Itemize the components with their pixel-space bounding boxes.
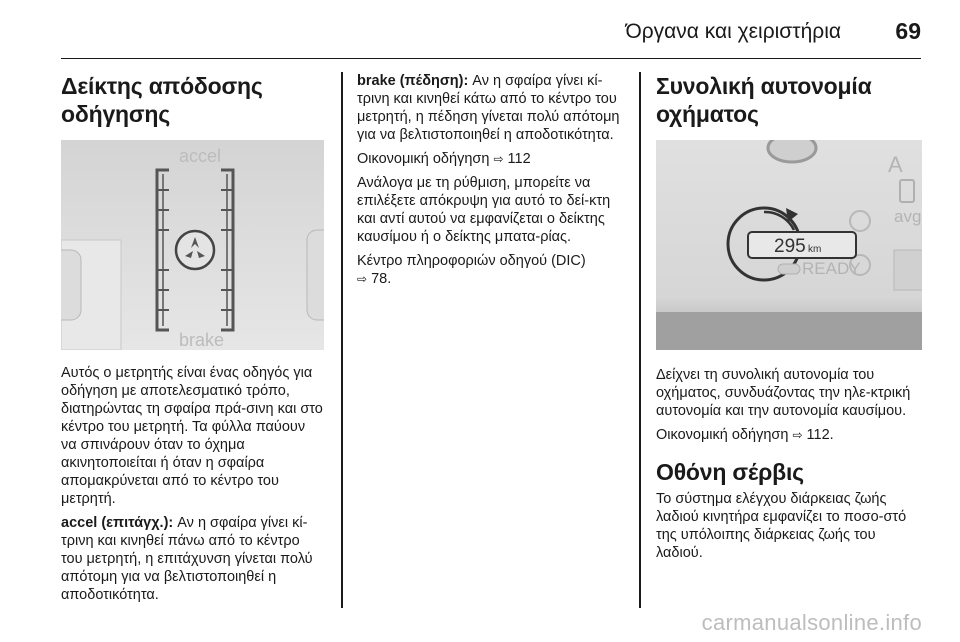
paragraph-gauge-description: Αυτός ο μετρητής είναι ένας οδηγός για οδήγηση με αποτελεσματικό τρόπο, διατηρώντας τη σφαίρα πρά-σινη και στο κέντρο του μετρητή. Τα φύλλα παύουν να σπινάρουν όταν το όχημα ακινητοποιείται ή όταν η σφαίρα απομακρύνεται από το κέντρο του μετρητή. xyxy=(61,365,323,507)
gauge-label-top: accel xyxy=(179,146,222,166)
heading-total-range: Συνολική αυτονομία οχήματος xyxy=(656,73,872,127)
column-divider-left xyxy=(341,72,343,608)
gauge-illustration xyxy=(61,140,324,350)
term-accel: accel (επιτάγχ.): xyxy=(61,515,174,531)
term-brake: brake (πέδηση): xyxy=(357,73,469,89)
reference-economical-driving: Οικονομική οδήγηση ⇨ 112 xyxy=(357,151,531,167)
paragraph-accel: accel (επιτάγχ.): Αν η σφαίρα γίνει κί-τρινη και κινηθεί πάνω από το κέντρο του μετρητή, η επιτάχυνση γίνεται πολύ απότομη για να βελτιστοποιηθεί η αποδοτικότητα. xyxy=(61,515,313,603)
column-performance-indicator xyxy=(61,72,324,610)
reference-arrow-icon: ⇨ xyxy=(792,428,803,442)
gauge-ball-icon xyxy=(176,231,214,269)
ready-label: READY xyxy=(802,259,861,278)
car-icon xyxy=(778,264,800,274)
reference-economical-driving: Οικονομική οδήγηση ⇨ 112. xyxy=(656,427,834,443)
column-divider-right xyxy=(639,72,641,608)
reference-dic: Κέντρο πληροφοριών οδηγού (DIC) ⇨ 78. xyxy=(357,253,586,287)
page-header xyxy=(61,0,921,59)
figure-efficiency-gauge xyxy=(61,140,324,350)
gauge-label-bottom: brake xyxy=(179,330,225,350)
page-number: 69 xyxy=(895,18,921,44)
reference-arrow-icon: ⇨ xyxy=(357,272,368,286)
paragraph-service-display: Το σύστημα ελέγχου διάρκειας ζωής λαδιού κινητήρα εμφανίζει το ποσο-στό της υπόλοιπης διάρκειας ζωής του λαδιού. xyxy=(656,491,907,561)
display-label-a: A xyxy=(888,152,903,177)
heading-service-display: Οθόνη σέρβις xyxy=(656,459,804,485)
column-total-range xyxy=(656,72,922,568)
reference-arrow-icon: ⇨ xyxy=(493,152,504,166)
range-value: 295 xyxy=(774,236,806,257)
paragraph-display-setting: Ανάλογα με τη ρύθμιση, μπορείτε να επιλέξετε απόκρυψη για αυτό το δεί-κτη και αντί αυτού να εμφανίζεται ο δείκτης καυσίμου ή ο δείκτης μπατα-ρίας. xyxy=(357,175,611,245)
range-display-illustration xyxy=(656,140,922,350)
watermark: carmanualsonline.info xyxy=(701,610,922,635)
figure-range-display xyxy=(656,140,922,350)
section-title: Όργανα και χειριστήρια xyxy=(625,20,841,43)
display-label-avg: avg xyxy=(894,207,922,226)
heading-performance-indicator: Δείκτης απόδοσης οδήγησης xyxy=(61,73,263,127)
range-unit: km xyxy=(808,244,822,255)
column-brake xyxy=(357,72,629,294)
paragraph-brake: brake (πέδηση): Αν η σφαίρα γίνει κί-τρινη και κινηθεί κάτω από το κέντρο του μετρητή, η πέδηση γίνεται πολύ απότομη για να βελτιστοποιηθεί η αποδοτικότητα. xyxy=(357,73,620,143)
paragraph-total-range: Δείχνει τη συνολική αυτονομία του οχήματος, συνδυάζοντας την ηλε-κτρική αυτονομία και την αυτονομία καυσίμου. xyxy=(656,367,911,419)
